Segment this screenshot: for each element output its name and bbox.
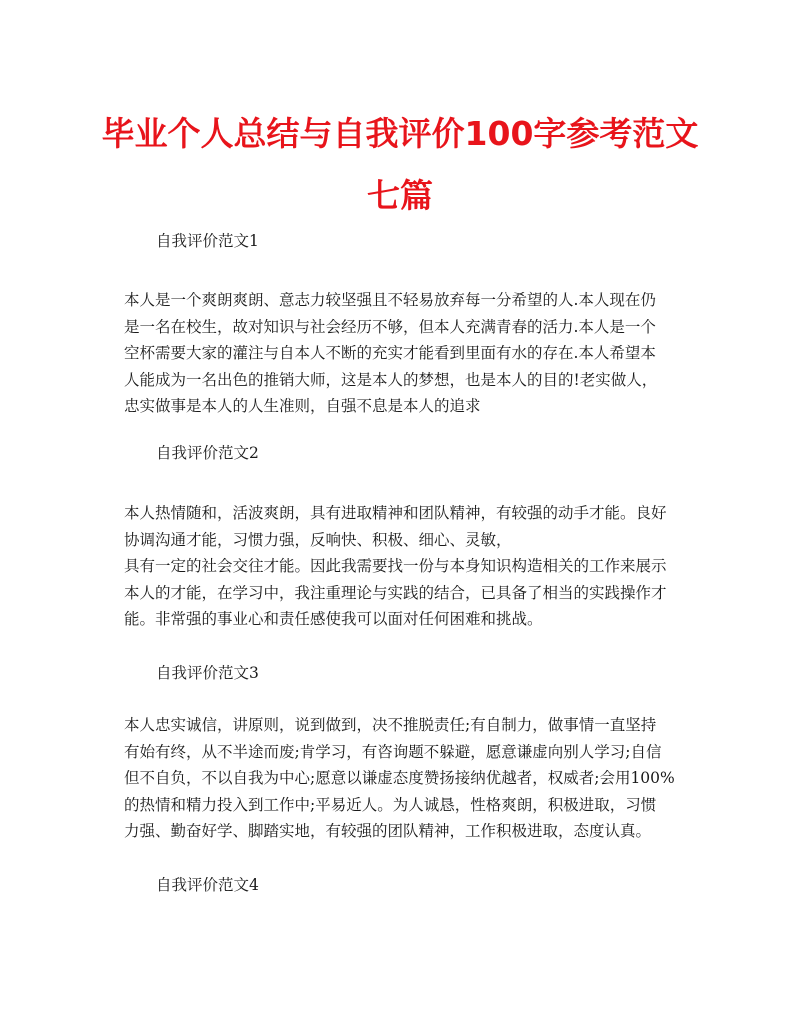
paragraph-line: 本人热情随和，活波爽朗，具有进取精神和团队精神，有较强的动手才能。良好 [124, 504, 667, 522]
paragraph-line: 具有一定的社会交往才能。因此我需要找一份与本身知识构造相关的工作来展示 [124, 557, 667, 575]
document-title-line-1: 毕业个人总结与自我评价100字参考范文 [101, 114, 699, 153]
section-heading-3: 自我评价范文3 [156, 664, 259, 682]
paragraph-line: 空杯需要大家的灌注与自本人不断的充实才能看到里面有水的存在.本人希望本 [124, 344, 656, 362]
section-heading-1: 自我评价范文1 [156, 232, 259, 250]
paragraph-line: 是一名在校生，故对知识与社会经历不够，但本人充满青春的活力.本人是一个 [124, 317, 656, 336]
paragraph-line: 的热情和精力投入到工作中;平易近人。为人诚恳，性格爽朗，积极进取，习惯 [124, 795, 657, 814]
section-heading-2: 自我评价范文2 [156, 444, 259, 462]
section-paragraph-2 [124, 500, 676, 633]
paragraph-line: 本人是一个爽朗爽朗、意志力较坚强且不轻易放弃每一分希望的人.本人现在仍 [124, 291, 656, 309]
paragraph-line: 人能成为一名出色的推销大师，这是本人的梦想，也是本人的目的!老实做人， [124, 370, 658, 389]
paragraph-line: 力强、勤奋好学、脚踏实地，有较强的团队精神，工作积极进取，态度认真。 [124, 822, 652, 840]
paragraph-line: 能。非常强的事业心和责任感使我可以面对任何困难和挑战。 [124, 610, 543, 628]
document-title-line-2: 七篇 [367, 176, 433, 215]
section-paragraph-1 [124, 287, 676, 420]
section-paragraph-3 [124, 712, 676, 845]
paragraph-line: 协调沟通才能，习惯力强，反响快、积极、细心、灵敏， [124, 530, 512, 549]
paragraph-line: 本人忠实诚信，讲原则，说到做到，决不推脱责任;有自制力，做事情一直坚持 [124, 716, 657, 734]
paragraph-line: 有始有终，从不半途而废;肯学习，有咨询题不躲避，愿意谦虚向别人学习;自信 [124, 742, 662, 761]
paragraph-line: 但不自负，不以自我为中心;愿意以谦虚态度赞扬接纳优越者，权威者;会用100% [124, 769, 675, 787]
section-heading-4: 自我评价范文4 [156, 876, 259, 894]
paragraph-line: 本人的才能，在学习中，我注重理论与实践的结合，已具备了相当的实践操作才 [124, 583, 667, 602]
paragraph-line: 忠实做事是本人的人生准则，自强不息是本人的追求 [124, 397, 481, 415]
